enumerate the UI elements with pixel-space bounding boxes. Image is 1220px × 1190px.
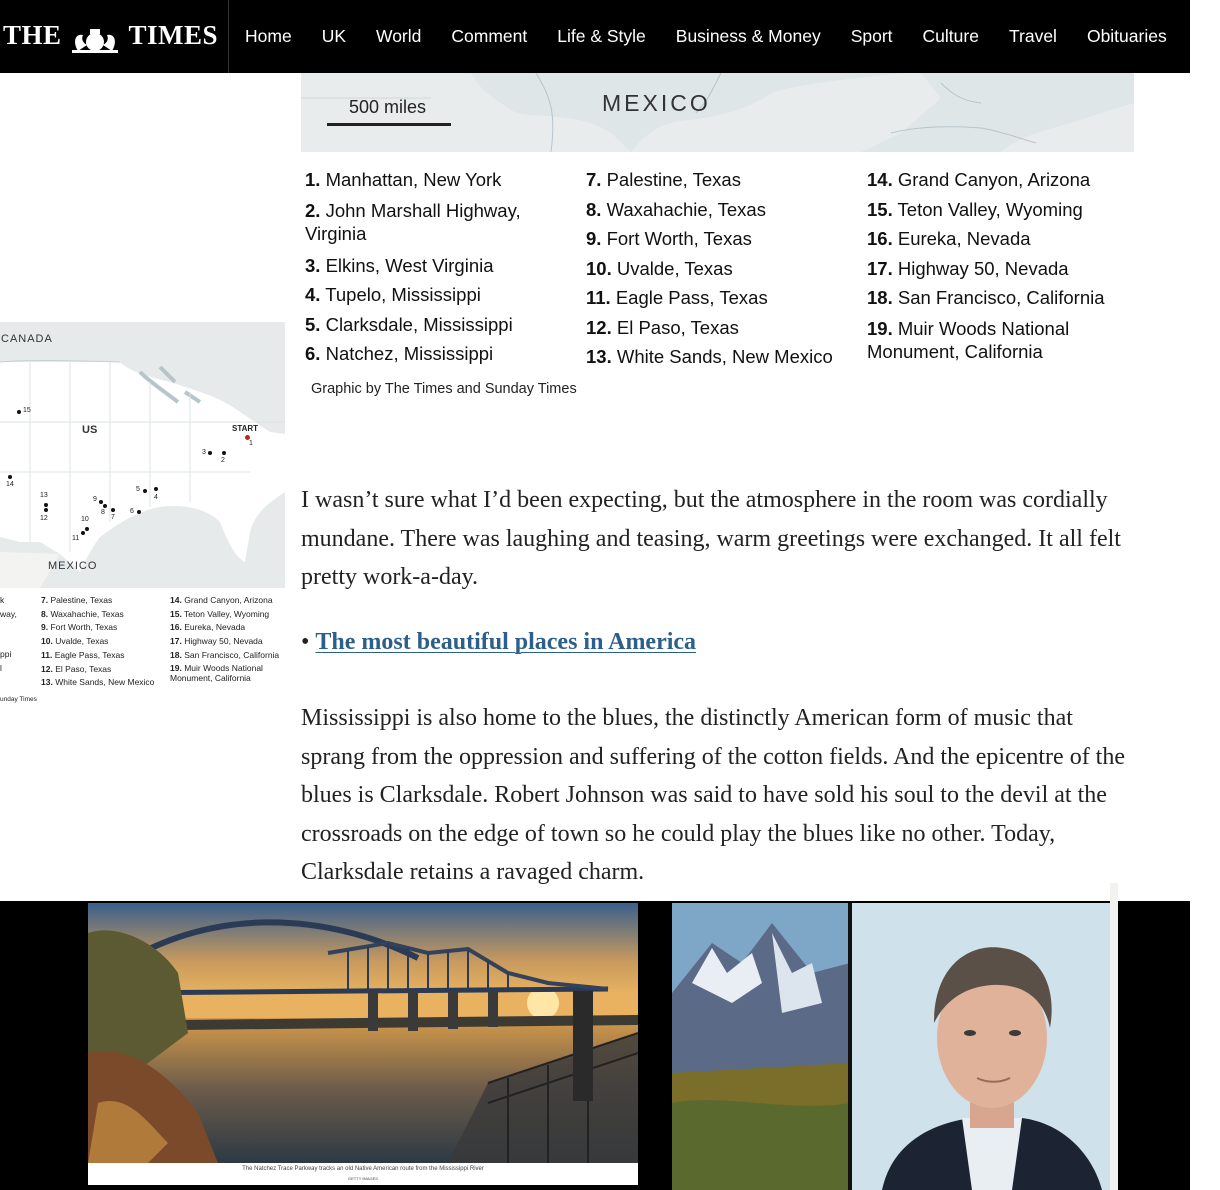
inset-label-canada: CANADA [1, 333, 53, 345]
list-item: 14. Grand Canyon, Arizona [867, 169, 1091, 190]
map-marker [154, 487, 158, 491]
nav-life-style[interactable]: Life & Style [557, 26, 646, 46]
list-item: 13. White Sands, New Mexico [586, 346, 833, 367]
map-marker [8, 475, 12, 479]
marker-label: 15 [23, 407, 31, 414]
nav-links [245, 0, 1167, 73]
marker-label: 11 [72, 535, 80, 542]
list-item: 16. Eureka, Nevada [867, 228, 1031, 249]
list-item: 17. Highway 50, Nevada [170, 636, 263, 647]
route-legend-column-3 [867, 165, 1137, 369]
inset-legend-column-2 [41, 594, 154, 690]
inset-map-graphic [0, 322, 285, 588]
list-item: 7. Palestine, Texas [586, 169, 741, 190]
advert-portrait-photo[interactable] [672, 903, 1110, 1190]
marker-label: 5 [136, 486, 140, 493]
list-item: 11. Eagle Pass, Texas [41, 649, 125, 660]
nav-business-money[interactable]: Business & Money [675, 26, 821, 46]
nav-comment[interactable]: Comment [451, 26, 528, 46]
list-item: 2. John Marshall Highway, Virginia [305, 199, 521, 244]
logo-word-the: THE [3, 20, 62, 50]
list-item: 18. San Francisco, California [867, 287, 1105, 308]
bridge-sunset-photo[interactable] [88, 903, 638, 1163]
list-item: ppi [0, 649, 12, 660]
related-article-link[interactable]: The most beautiful places in America [315, 629, 697, 655]
list-item: 17. Highway 50, Nevada [867, 257, 1069, 279]
caption-credit: GETTY IMAGES [348, 1176, 378, 1181]
map-marker [44, 508, 48, 512]
map-marker [99, 500, 103, 504]
list-item: 12. El Paso, Texas [586, 316, 739, 338]
related-link [301, 629, 696, 656]
inset-legend-partial-column [0, 594, 17, 676]
nav-uk[interactable]: UK [321, 26, 346, 46]
route-legend-column-1 [305, 165, 565, 369]
list-item: way, [0, 608, 17, 619]
nav-sport[interactable]: Sport [850, 26, 893, 46]
list-item: 15. Teton Valley, Wyoming [170, 608, 270, 619]
map-marker [137, 510, 141, 514]
list-item: 10. Uvalde, Texas [586, 257, 733, 279]
map-marker [208, 451, 212, 455]
bullet: • [301, 629, 310, 655]
list-item: 4. Tupelo, Mississippi [305, 284, 481, 305]
list-item: k [0, 595, 5, 605]
map-marker [81, 531, 85, 535]
map-marker [103, 504, 107, 508]
list-item: 9. Fort Worth, Texas [586, 228, 752, 249]
nav-travel[interactable]: Travel [1008, 26, 1057, 46]
photo-caption [88, 1163, 638, 1185]
list-item: 13. White Sands, New Mexico [41, 677, 155, 688]
portrait-illustration [672, 903, 1110, 1190]
list-item: 9. Fort Worth, Texas [41, 622, 118, 633]
marker-label: 8 [101, 509, 105, 516]
inset-label-start: START [232, 424, 259, 433]
marker-label: 7 [111, 514, 115, 521]
list-item: 1. Manhattan, New York [305, 169, 502, 190]
article-paragraph: Mississippi is also home to the blues, the distinctly American form of music that sprang from the oppression and suffering of the cotton fields. And the epicentre of the blues is Clarksdale. Robert Johnson was said to have sold his soul to the devil at the crossroads on the edge of town so he could play the blues like no other. Today, Clarksdale retains a ravaged charm. [301, 705, 1126, 885]
list-item: 16. Eureka, Nevada [170, 622, 246, 633]
article-paragraph: I wasn’t sure what I’d been expecting, but the atmosphere in the room was cordially mundane. There was laughing and teasing, warm greetings were exchanged. It all felt pretty work-a-day. [301, 487, 1121, 590]
marker-label: 4 [154, 494, 158, 501]
map-marker [111, 508, 115, 512]
list-item: 19. Muir Woods National Monument, California [170, 662, 263, 683]
top-navigation [0, 0, 1190, 73]
nav-world[interactable]: World [376, 26, 422, 46]
nav-obituaries[interactable]: Obituaries [1086, 26, 1167, 46]
list-item: 3. Elkins, West Virginia [305, 254, 494, 276]
list-item: 15. Teton Valley, Wyoming [867, 198, 1083, 220]
marker-label: 3 [202, 449, 206, 456]
list-item: 10. Uvalde, Texas [41, 636, 109, 647]
times-logo[interactable] [0, 0, 229, 73]
marker-label: 12 [40, 515, 48, 522]
scale-bar [327, 123, 451, 126]
inset-graphic-credit: unday Times [0, 696, 37, 703]
marker-label: 13 [40, 492, 48, 499]
list-item: 18. San Francisco, California [170, 649, 280, 660]
marker-label: 14 [6, 481, 14, 488]
list-item: 6. Natchez, Mississippi [305, 343, 494, 364]
route-legend-column-2 [586, 165, 856, 372]
list-item: 8. Waxahachie, Texas [586, 198, 766, 220]
marker-label: 6 [130, 508, 134, 515]
map-label-mexico: MEXICO [602, 90, 711, 116]
list-item: 8. Waxahachie, Texas [41, 608, 124, 619]
list-item: 5. Clarksdale, Mississippi [305, 313, 513, 335]
logo-word-times: TIMES [128, 20, 218, 50]
map-marker [143, 489, 147, 493]
marker-label: 10 [81, 516, 89, 523]
royal-crest-icon [68, 27, 122, 53]
scale-label: 500 miles [349, 97, 427, 117]
list-item: 19. Muir Woods National Monument, California [867, 317, 1070, 362]
inset-label-us: US [82, 424, 98, 436]
list-item: 7. Palestine, Texas [41, 595, 113, 605]
list-item: 11. Eagle Pass, Texas [586, 287, 768, 308]
inset-route-map [0, 322, 285, 588]
list-item: 14. Grand Canyon, Arizona [170, 595, 273, 605]
nav-culture[interactable]: Culture [922, 26, 979, 46]
inset-label-mexico: MEXICO [48, 560, 98, 572]
map-marker [17, 410, 21, 414]
marker-label: 1 [249, 440, 253, 447]
caption-text: The Natchez Trace Parkway tracks an old Native American route from the Mississippi River [242, 1166, 484, 1172]
marker-label: 9 [93, 496, 97, 503]
list-item: l [0, 663, 2, 674]
map-marker [85, 527, 89, 531]
ad-edge-strip [1110, 883, 1118, 1190]
marker-label: 2 [221, 457, 225, 464]
map-marker [44, 503, 48, 507]
nav-home[interactable]: Home [245, 26, 292, 46]
bridge-photo-illustration [88, 903, 638, 1163]
list-item: 12. El Paso, Texas [41, 663, 112, 674]
inset-legend-column-3 [170, 594, 285, 683]
graphic-credit: Graphic by The Times and Sunday Times [311, 381, 577, 397]
map-marker [222, 451, 226, 455]
